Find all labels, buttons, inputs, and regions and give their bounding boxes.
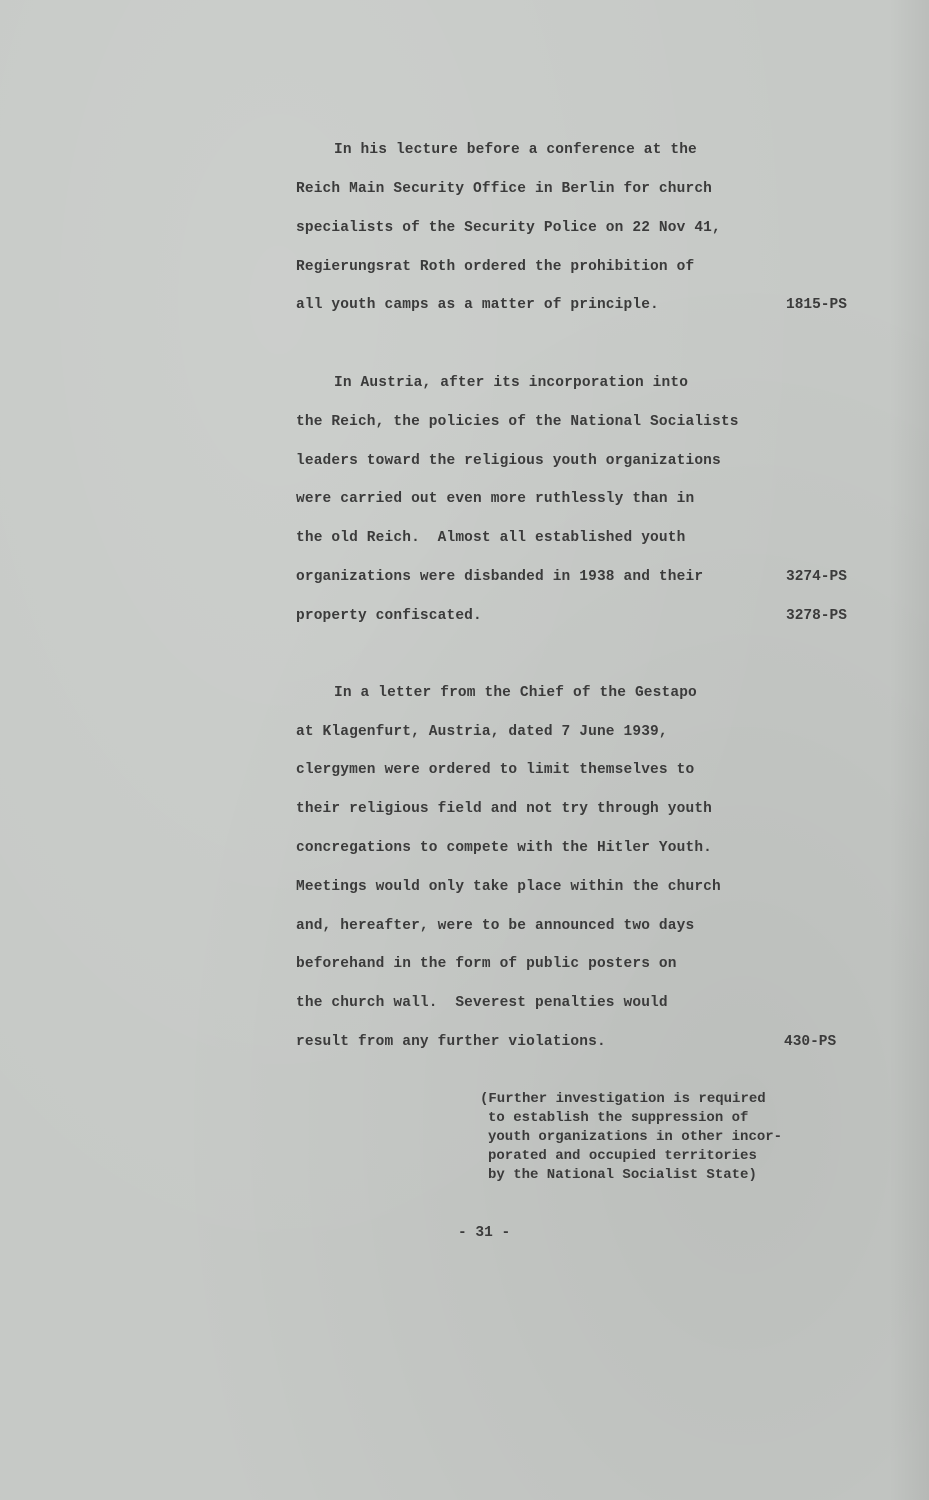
- paragraph-line: were carried out even more ruthlessly than in: [296, 491, 695, 507]
- paragraph-line: In his lecture before a conference at the: [334, 142, 697, 158]
- paragraph-line: specialists of the Security Police on 22 Nov 41,: [296, 220, 721, 236]
- paragraph-line: leaders toward the religious youth organizations: [296, 453, 721, 469]
- paragraph-line: Meetings would only take place within the church: [296, 879, 721, 895]
- paragraph-line: beforehand in the form of public posters on: [296, 956, 677, 972]
- document-reference: 3278-PS: [786, 608, 847, 624]
- paragraph-line: the church wall. Severest penalties would: [296, 995, 668, 1011]
- note-line: to establish the suppression of: [488, 1110, 749, 1126]
- paragraph-line: result from any further violations.: [296, 1034, 606, 1050]
- paragraph-line: and, hereafter, were to be announced two days: [296, 918, 695, 934]
- paragraph-line: Regierungsrat Roth ordered the prohibition of: [296, 259, 695, 275]
- paragraph-line: property confiscated.: [296, 608, 482, 624]
- paragraph-line: at Klagenfurt, Austria, dated 7 June 1939,: [296, 724, 668, 740]
- paragraph-line: their religious field and not try through youth: [296, 801, 713, 817]
- paragraph-line: the old Reich. Almost all established youth: [296, 530, 686, 546]
- note-line: youth organizations in other incor-: [488, 1129, 783, 1145]
- paragraph-line: In a letter from the Chief of the Gestapo: [334, 685, 697, 701]
- paragraph-line: In Austria, after its incorporation into: [334, 375, 689, 391]
- page-number: - 31 -: [458, 1225, 511, 1241]
- document-reference: 1815-PS: [786, 297, 847, 313]
- paragraph-line: the Reich, the policies of the National Socialists: [296, 414, 739, 430]
- note-line: porated and occupied territories: [488, 1148, 757, 1164]
- note-line: by the National Socialist State): [488, 1167, 757, 1183]
- document-reference: 430-PS: [784, 1034, 837, 1050]
- paragraph-line: concregations to compete with the Hitler Youth.: [296, 840, 713, 856]
- page-edge-shadow: [889, 0, 929, 1500]
- note-line: (Further investigation is required: [480, 1091, 766, 1107]
- paragraph-line: all youth camps as a matter of principle.: [296, 297, 659, 313]
- paragraph-line: Reich Main Security Office in Berlin for church: [296, 181, 713, 197]
- paragraph-line: organizations were disbanded in 1938 and their: [296, 569, 704, 585]
- paragraph-line: clergymen were ordered to limit themselves to: [296, 762, 695, 778]
- document-reference: 3274-PS: [786, 569, 847, 585]
